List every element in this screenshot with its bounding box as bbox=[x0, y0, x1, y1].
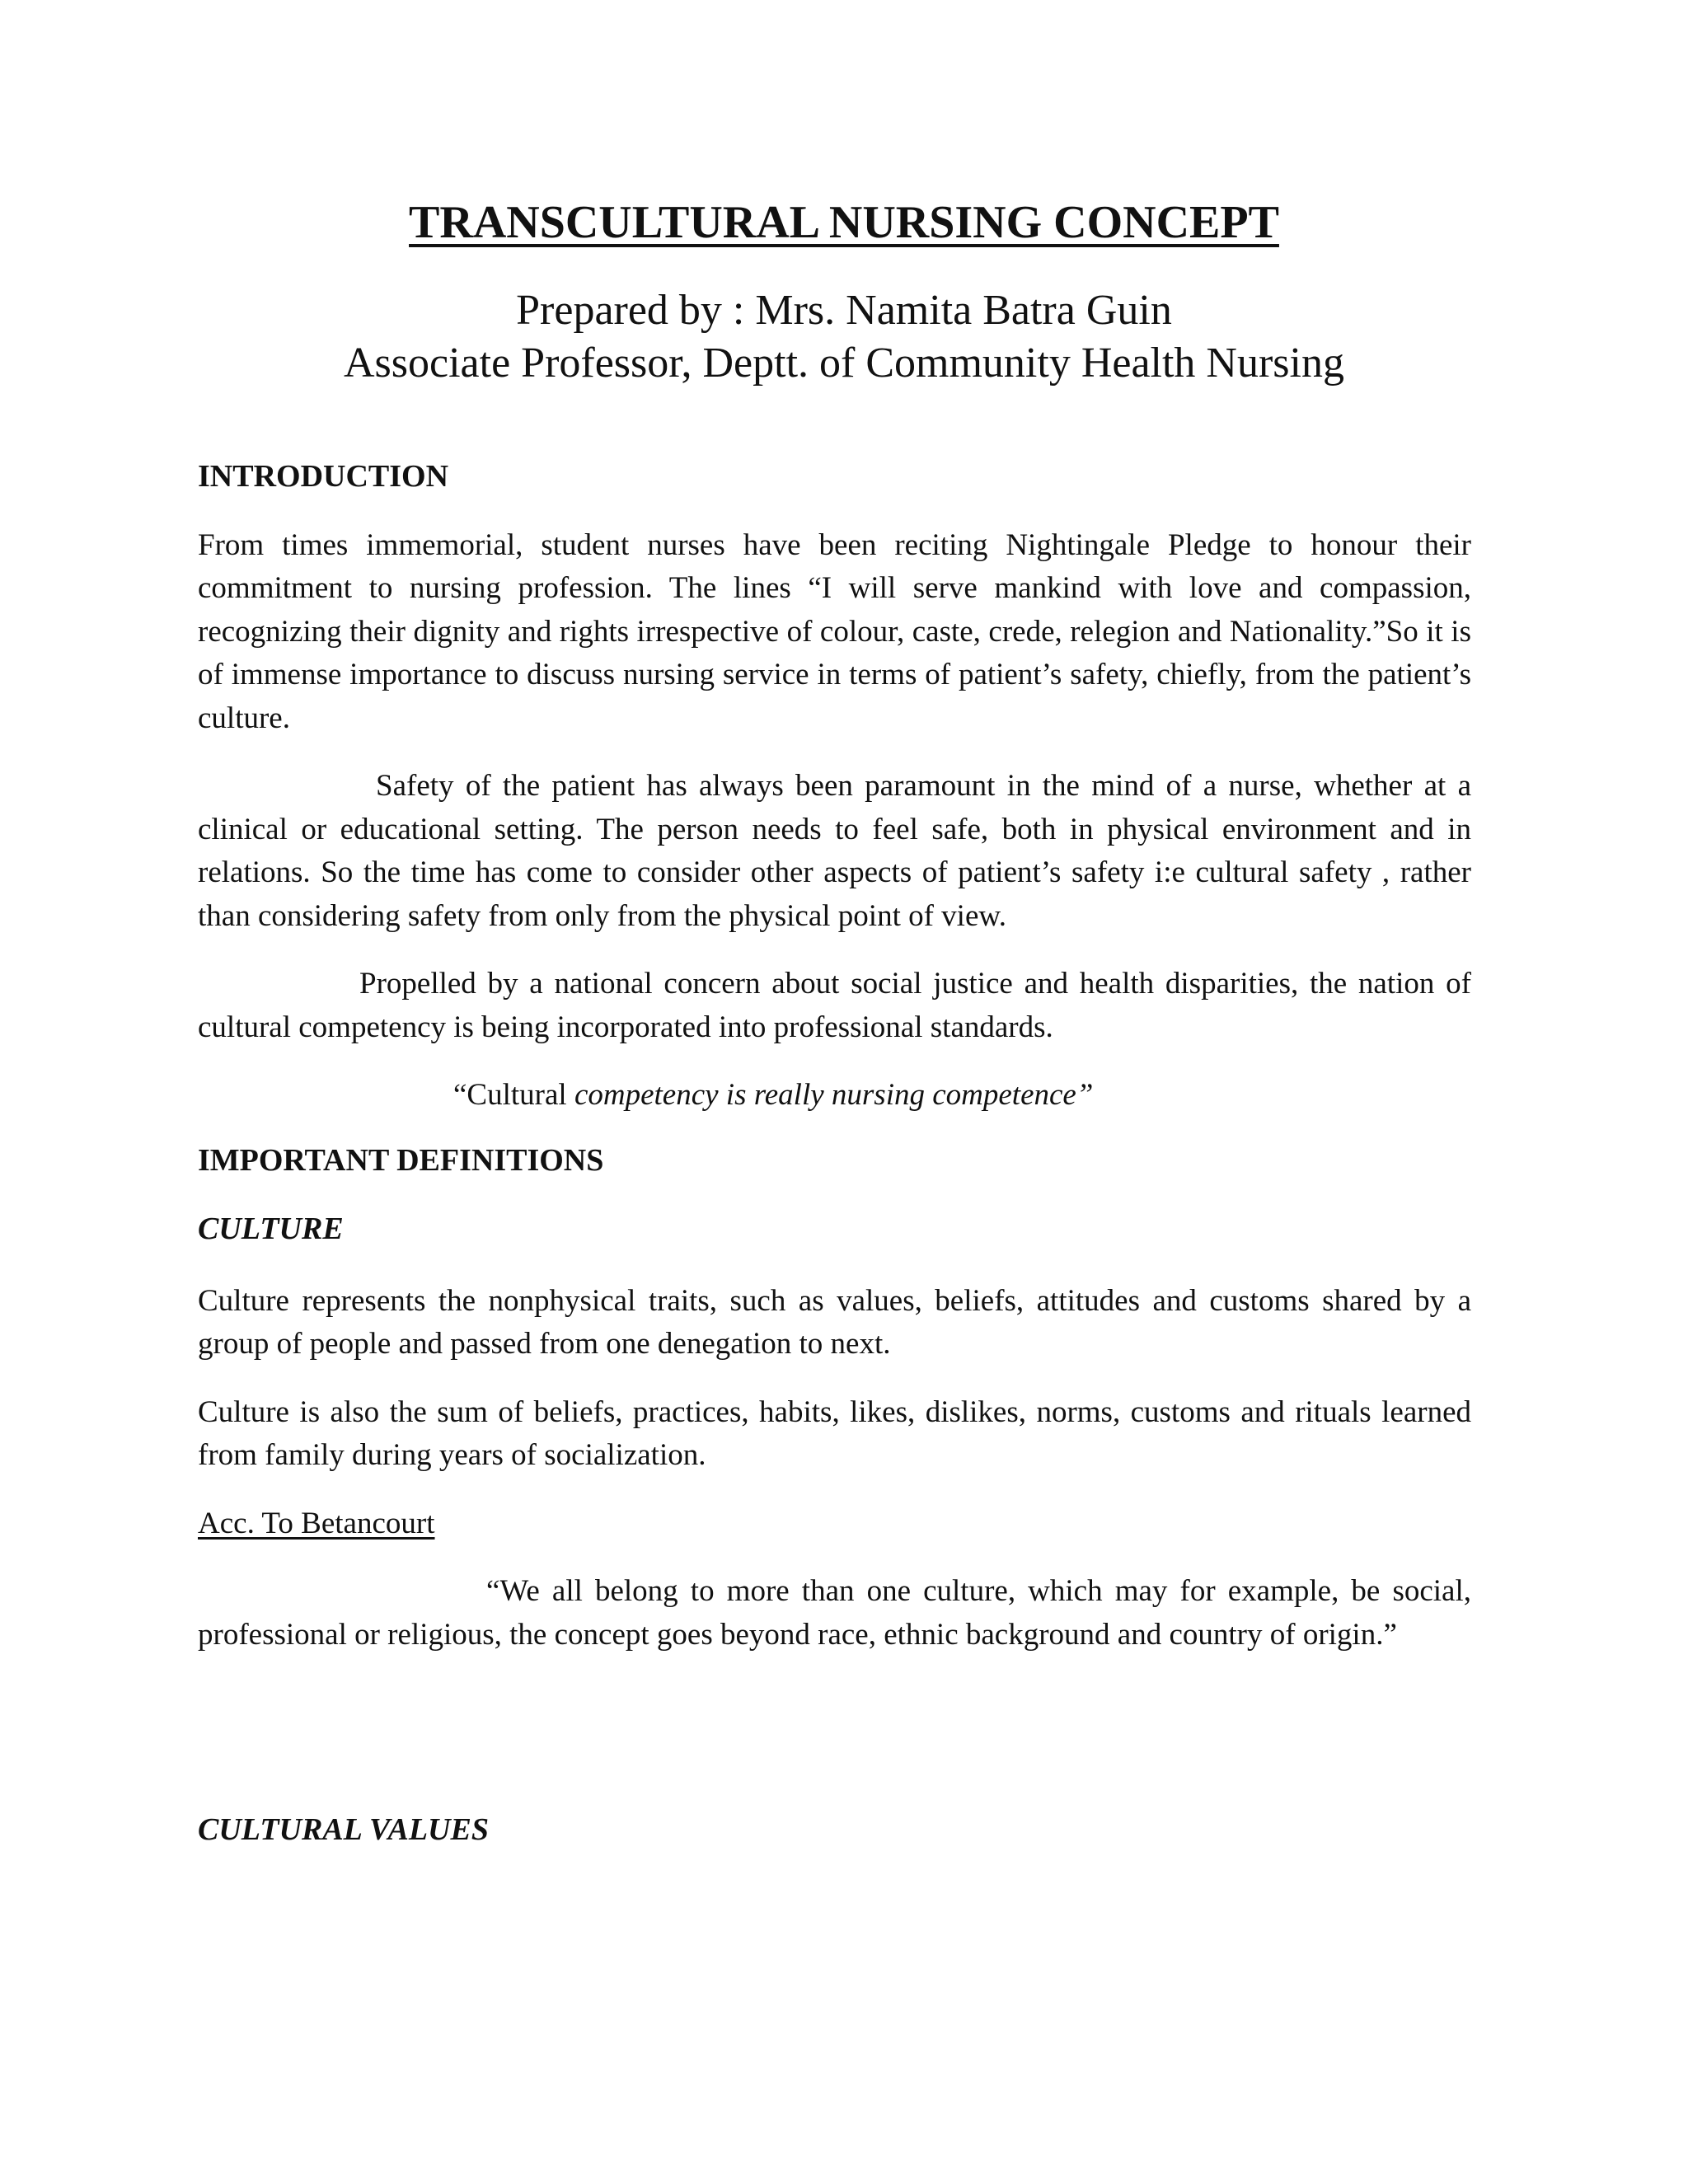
introduction-heading: INTRODUCTION bbox=[198, 459, 449, 494]
culture-paragraph-1: Culture represents the nonphysical traits, such as values, beliefs, attitudes and customs shared by a group of people and passed from one denegation to next. bbox=[198, 1283, 1471, 1361]
quote-plain-text: “Cultural bbox=[453, 1078, 574, 1113]
document-body bbox=[198, 458, 1471, 1849]
betancourt-reference-label: Acc. To Betancourt bbox=[198, 1506, 435, 1540]
author-affiliation: Associate Professor, Deptt. of Community Health Nursing bbox=[344, 340, 1344, 387]
culture-heading: CULTURE bbox=[198, 1212, 344, 1247]
prepared-by-line: Prepared by : Mrs. Namita Batra Guin bbox=[516, 287, 1172, 334]
introduction-paragraph-1: From times immemorial, student nurses have been reciting Nightingale Pledge to honour their commitment to nursing profession. The lines “I will serve mankind with love and compassion, recognizing their dignity and rights irrespective of colour, caste, crede, relegion and Nationality.”So it is of immense importance to discuss nursing service in terms of patient’s safety, chiefly, from the patient’s culture. bbox=[198, 527, 1471, 735]
betancourt-quote: “We all belong to more than one culture, which may for example, be social, professional or religious, the concept goes beyond race, ethnic background and country of origin.” bbox=[198, 1574, 1471, 1652]
culture-paragraph-2: Culture is also the sum of beliefs, practices, habits, likes, dislikes, norms, customs and rituals learned from family during years of socialization. bbox=[198, 1394, 1471, 1473]
introduction-paragraph-3: Propelled by a national concern about social justice and health disparities, the nation of cultural competency is being incorporated into professional standards. bbox=[198, 967, 1471, 1044]
cultural-competency-quote bbox=[198, 1074, 1471, 1118]
definitions-heading: IMPORTANT DEFINITIONS bbox=[198, 1142, 604, 1178]
cultural-values-heading: CULTURAL VALUES bbox=[198, 1812, 489, 1848]
quote-italic-text: competency is really nursing competence” bbox=[574, 1078, 1094, 1113]
introduction-paragraph-2: Safety of the patient has always been paramount in the mind of a nurse, whether at a clinical or educational setting. The person needs to feel safe, both in physical environment and in relations. So the time has come to consider other aspects of patient’s safety i:e cultural safety , rather than considering safety from only from the physical point of view. bbox=[198, 769, 1471, 933]
document-title: TRANSCULTURAL NURSING CONCEPT bbox=[409, 197, 1279, 248]
